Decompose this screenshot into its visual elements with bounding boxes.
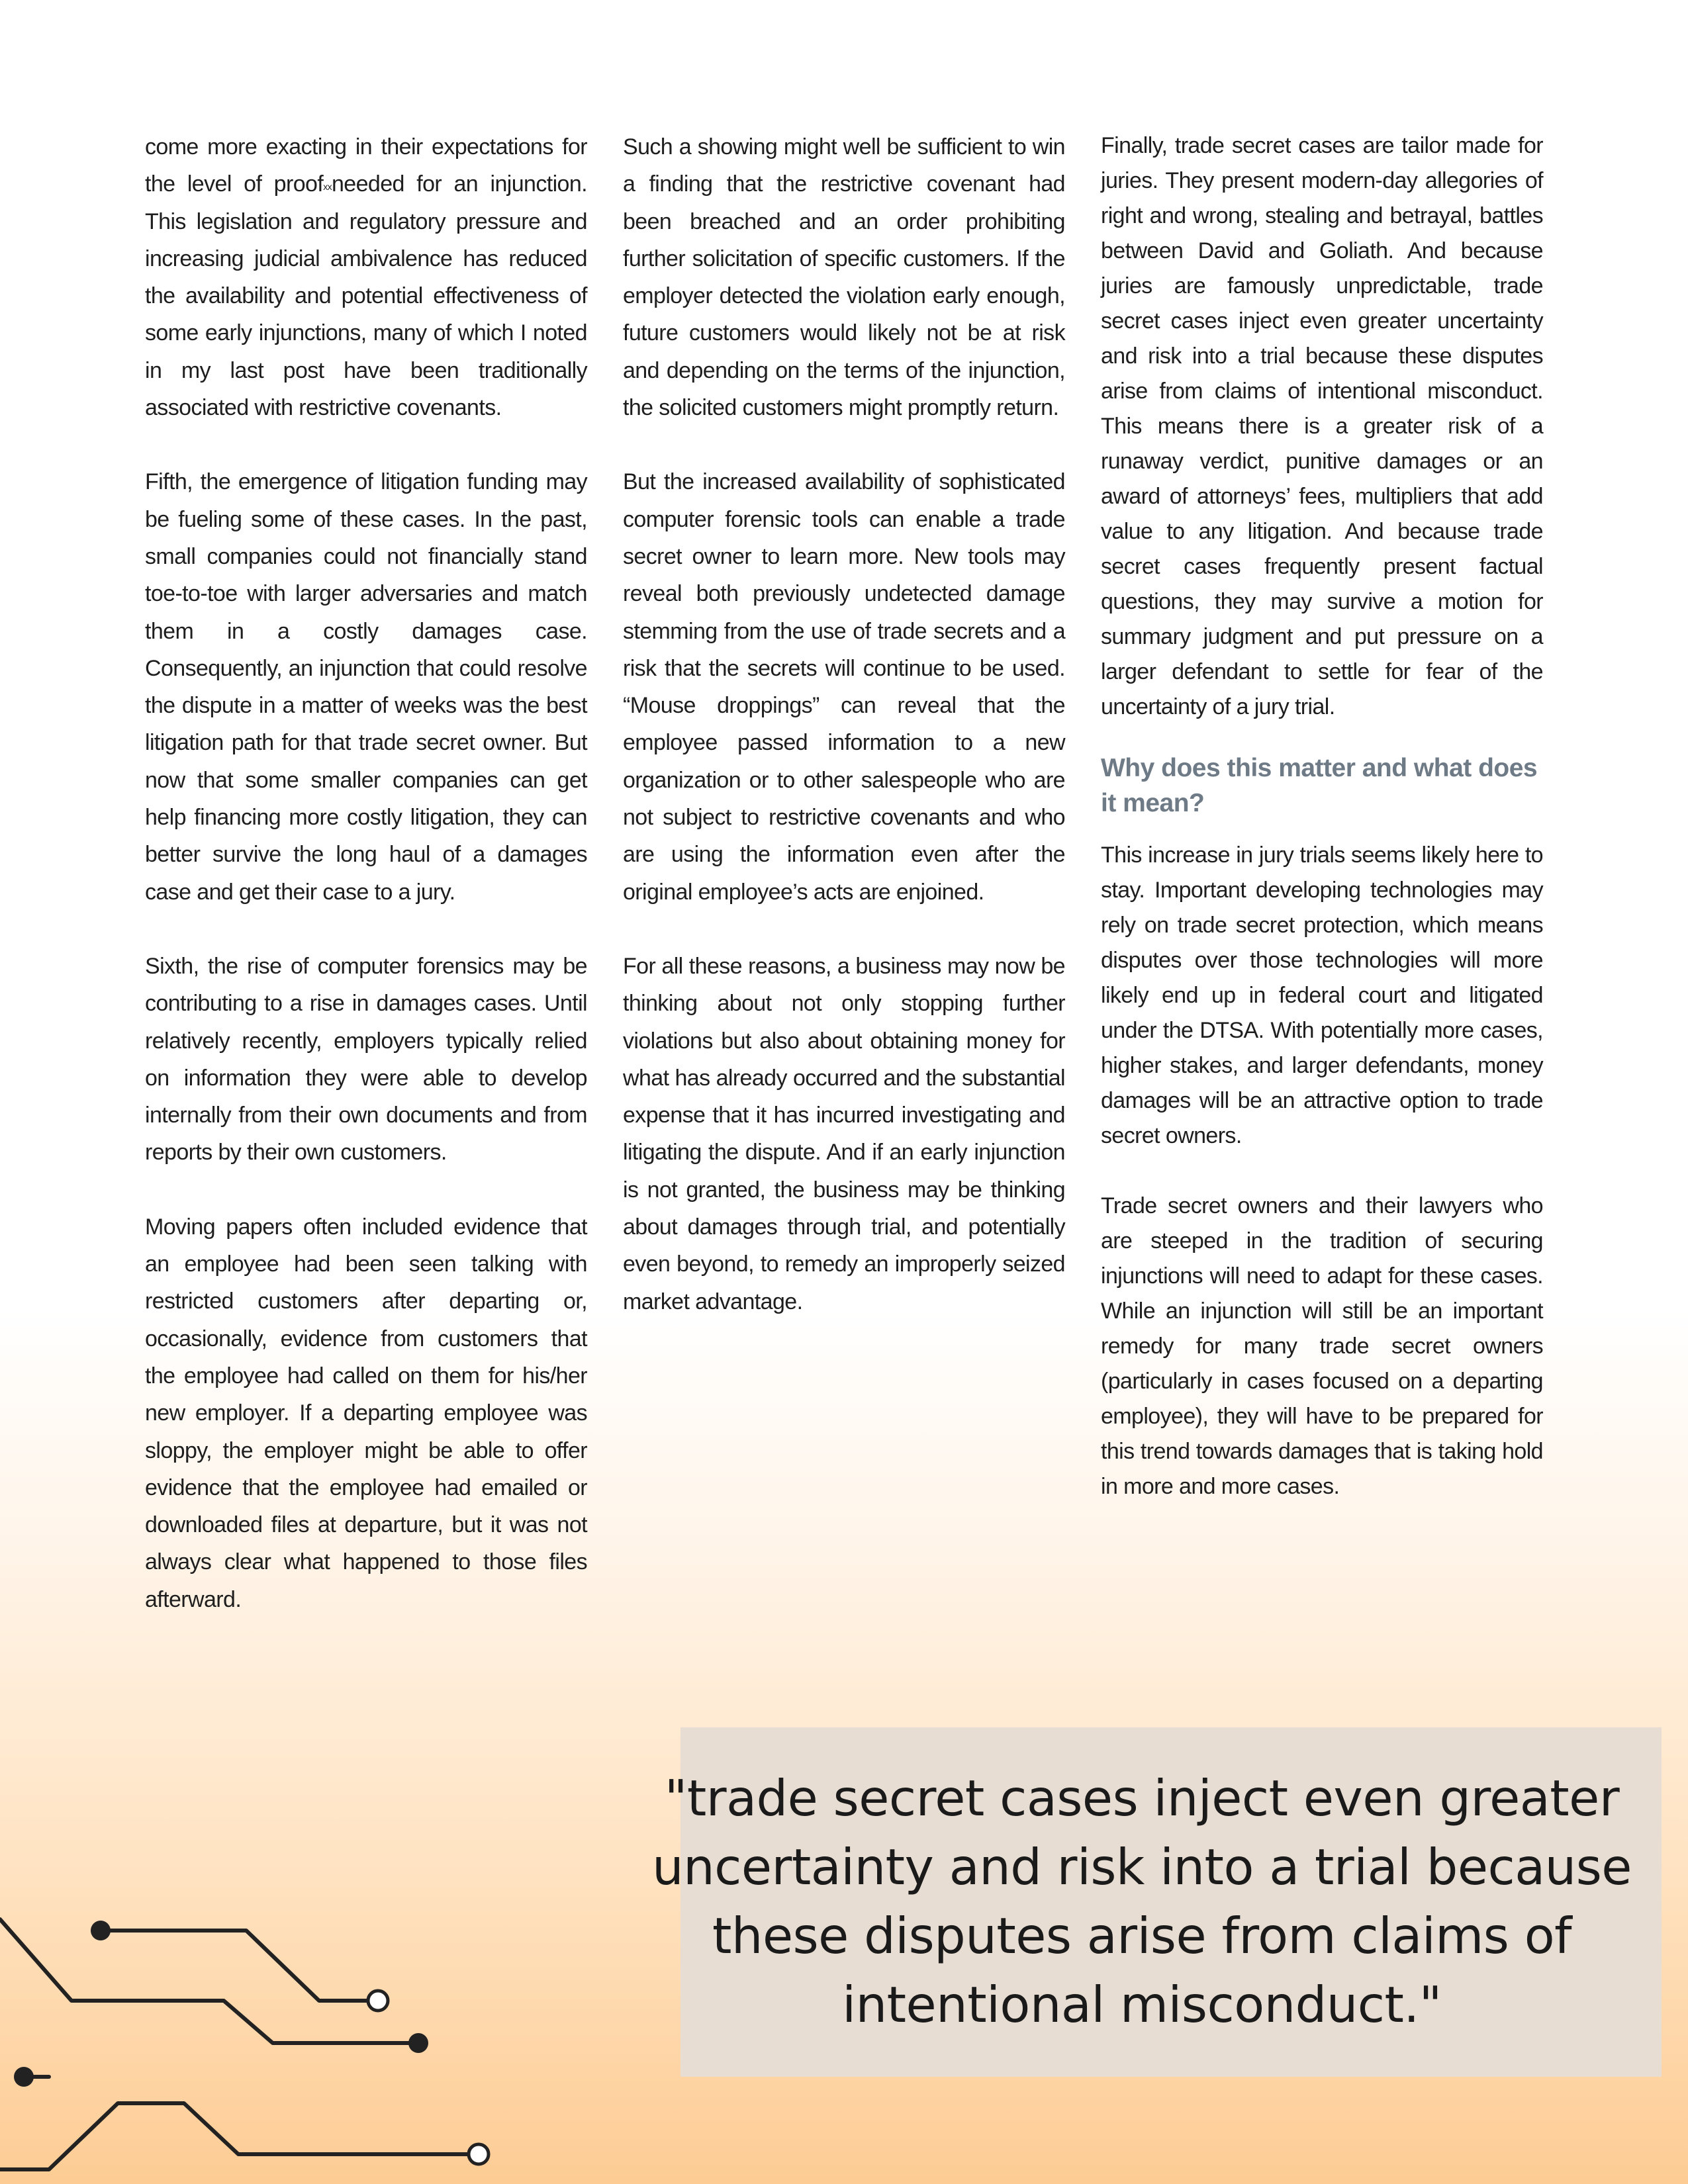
article-column-2 <box>623 128 1065 1320</box>
section-heading: Why does this matter and what does it mean? <box>1101 754 1538 817</box>
paragraph: But the increased availability of sophisticated computer forensic tools can enable a trade secret owner to learn more. New tools may reveal both previously undetected damage stemming from the use of trade secrets and a risk that the secrets will continue to be used. “Mouse droppings” can reveal that the employee passed information to a new organization or to other salespeople who are not subject to restrictive covenants and who are using the information even after the original employee’s acts are enjoined. <box>623 469 1065 905</box>
circuit-end-hollow <box>469 2144 489 2164</box>
article-column-3 <box>1101 128 1543 1539</box>
paragraph: Trade secret owners and their lawyers who are steeped in the tradition of securing injunctions will need to adapt for these cases. While an injunction will still be an important remedy for many trade secret owners (particularly in cases focused on a departing employee), they will have to be prepared for this trend towards damages that is taking hold in more and more cases. <box>1101 1193 1543 1499</box>
paragraph: Such a showing might well be sufficient to win a finding that the restrictive covenant had been breached and an order prohibiting further solicitation of specific customers. If the employer detected the violation early enough, future customers would likely not be at risk and depending on the terms of the injunction, the solicited customers might promptly return. <box>623 134 1065 421</box>
paragraph: Moving papers often included evidence that an employee had been seen talking with restricted customers after departing or, occasionally, evidence from customers that the employee had called on them for his/her new employer. If a departing employee was sloppy, the employer might be able to offer evidence that the employee had emailed or downloaded files at departure, but it was not always clear what happened to those files afterward. <box>145 1214 587 1612</box>
paragraph: Sixth, the rise of computer forensics may be contributing to a rise in damages cases. Until relatively recently, employers typically relied on information they were able to develop internally from their own documents and from reports by their own customers. <box>145 953 587 1165</box>
circuit-node <box>14 2067 34 2087</box>
circuit-node <box>91 1921 111 1940</box>
article-column-1 <box>145 128 587 1618</box>
pull-quote: "trade secret cases inject even greater uncertainty and risk into a trial because these disputes arise from claims of intentional misconduct." <box>652 1769 1632 2034</box>
circuit-trace <box>101 1931 368 2001</box>
circuit-end-hollow <box>368 1991 388 2011</box>
circuit-trace <box>0 2103 469 2169</box>
circuit-node <box>408 2033 428 2053</box>
paragraph: Fifth, the emergence of litigation funding may be fueling some of these cases. In the past, small companies could not financially stand toe-to-toe with larger adversaries and match them in a costly damages case. Consequently, an injunction that could resolve the dispute in a matter of weeks was the best litigation path for that trade secret owner. But now that some smaller companies can get help financing more costly litigation, they can better survive the long haul of a damages case and get their case to a jury. <box>145 469 587 905</box>
footnote-marker[interactable]: xx <box>323 181 332 193</box>
paragraph: For all these reasons, a business may now be thinking about not only stopping further violations but also about obtaining money for what has already occurred and the substantial expense that it has incurred investigating and litigating the dispute. And if an early injunction is not granted, the business may be thinking about damages through trial, and potentially even beyond, to remedy an improperly seized market advantage. <box>623 953 1065 1314</box>
paragraph: come more exacting in their expectations for the level of proof$^{xx}$needed for an injunction. This legislation and regulatory pressure and increasing judicial ambivalence has reduced the availability and potential effectiveness of some early injunctions, many of which I noted in my last post have been traditionally associated with restrictive covenants. <box>145 134 587 421</box>
paragraph: Finally, trade secret cases are tailor made for juries. They present modern-day allegories of right and wrong, stealing and betrayal, battles between David and Goliath. And because juries are famously unpredictable, trade secret cases inject even greater uncertainty and risk into a trial because these disputes arise from claims of intentional misconduct. This means there is a greater risk of a runaway verdict, punitive damages or an award of attorneys’ fees, multipliers that add value to any litigation. And because trade secret cases frequently present factual questions, they may survive a motion for summary judgment and put pressure on a larger defendant to settle for fear of the uncertainty of a jury trial. <box>1101 133 1543 719</box>
circuit-traces-icon <box>0 1893 503 2184</box>
circuit-trace <box>0 1919 418 2043</box>
paragraph: This increase in jury trials seems likely here to stay. Important developing technologies may rely on trade secret protection, which means disputes over those technologies will more likely end up in federal court and litigated under the DTSA. With potentially more cases, higher stakes, and larger defendants, money damages will be an attractive option to trade secret owners. <box>1101 842 1543 1148</box>
